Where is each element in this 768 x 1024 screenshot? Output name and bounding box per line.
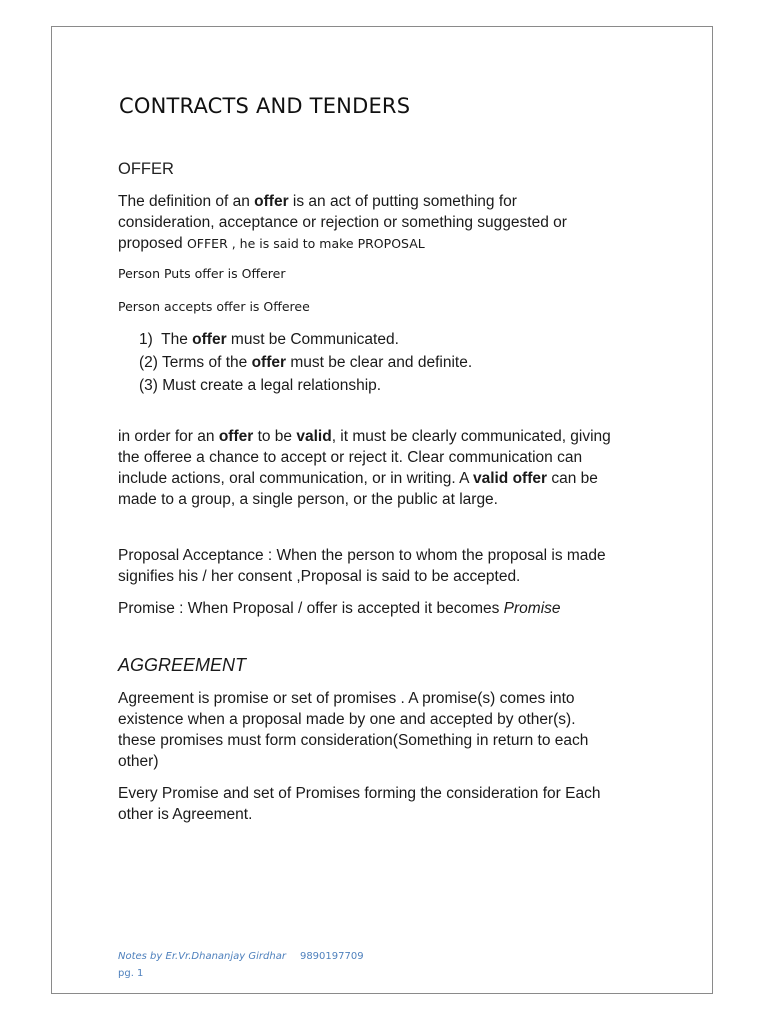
acceptance-line-1: Proposal Acceptance : When the person to whom the proposal is made — [118, 547, 606, 564]
definition-line-3: proposed OFFER , he is said to make PROPOSAL — [118, 235, 425, 252]
validity-line-3: include actions, oral communication, or in writing. A valid offer can be — [118, 470, 598, 487]
definition-line-1: The definition of an offer is an act of putting something for — [118, 193, 517, 210]
validity-line-2: the offeree a chance to accept or reject it. Clear communication can — [118, 449, 583, 466]
document-title: CONTRACTS AND TENDERS — [119, 94, 411, 118]
list-item: 1) The offer must be Communicated. — [139, 331, 399, 348]
every-promise-line-2: other is Agreement. — [118, 806, 253, 823]
offer-definition — [118, 191, 567, 254]
offeree-line: Person accepts offer is Offeree — [118, 299, 310, 314]
validity-line-1: in order for an offer to be valid, it must be clearly communicated, giving — [118, 428, 611, 445]
list-item: (3) Must create a legal relationship. — [139, 377, 382, 394]
definition-line-2: consideration, acceptance or rejection or something suggested or — [118, 214, 567, 231]
footer-page-number: pg. 1 — [118, 968, 144, 979]
every-promise-paragraph — [118, 783, 600, 825]
list-item: (2) Terms of the offer must be clear and definite. — [139, 354, 473, 371]
agreement-paragraph — [118, 688, 588, 772]
agreement-line-2: existence when a proposal made by one and accepted by other(s). — [118, 711, 576, 728]
document-page — [51, 26, 713, 994]
offerer-line: Person Puts offer is Offerer — [118, 266, 286, 281]
acceptance-line-2: signifies his / her consent ,Proposal is said to be accepted. — [118, 568, 521, 585]
offer-conditions-list — [139, 328, 472, 397]
agreement-line-4: other) — [118, 753, 159, 770]
every-promise-line-1: Every Promise and set of Promises forming the consideration for Each — [118, 785, 601, 802]
promise-line: Promise : When Proposal / offer is accepted it becomes Promise — [118, 600, 561, 617]
footer-phone: 9890197709 — [299, 951, 364, 962]
footer-notes: Notes by Er.Vr.Dhananjay Girdhar — [118, 951, 286, 962]
agreement-line-1: Agreement is promise or set of promises . A promise(s) comes into — [118, 690, 575, 707]
footer-author — [118, 951, 364, 962]
agreement-line-3: these promises must form consideration(Something in return to each — [118, 732, 589, 749]
acceptance-paragraph — [118, 545, 606, 587]
validity-paragraph — [118, 426, 611, 510]
offer-heading: OFFER — [118, 160, 174, 178]
validity-line-4: made to a group, a single person, or the public at large. — [118, 491, 498, 508]
agreement-heading: AGGREEMENT — [118, 655, 247, 675]
